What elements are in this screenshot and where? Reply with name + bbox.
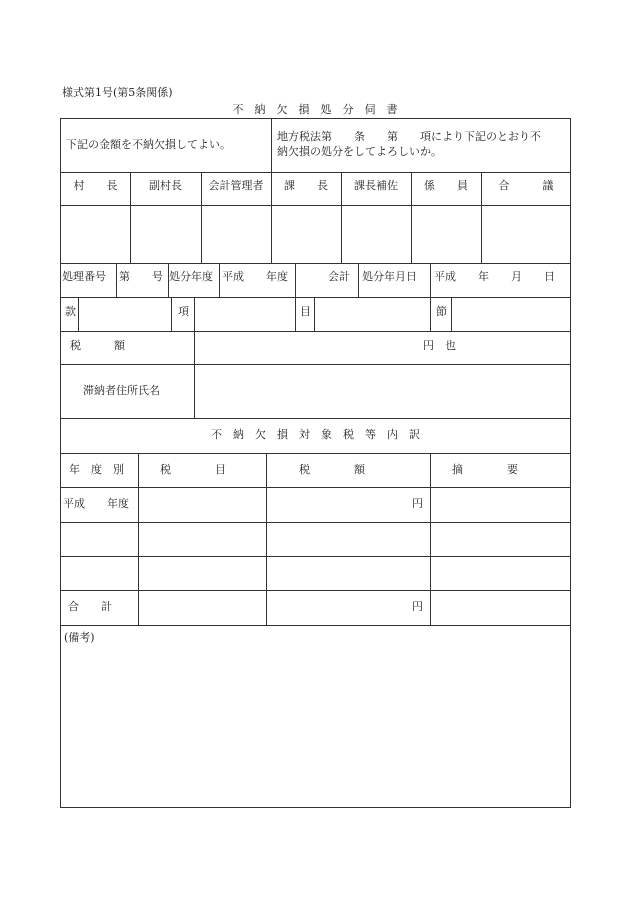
approver-deputy-head: 副村長 (149, 179, 182, 192)
form-title: 不 納 欠 損 処 分 伺 書 (232, 103, 398, 116)
approver-consultation: 合 議 (498, 179, 554, 192)
processing-year-label: 処分年度 (169, 270, 213, 283)
budget-moku-label: 目 (300, 305, 311, 318)
delinquent-label: 滞納者住所氏名 (83, 384, 160, 397)
breakdown-row1-yen: 円 (412, 497, 423, 510)
breakdown-header-item: 税 目 (160, 463, 226, 476)
processing-date-label: 処分年月日 (362, 270, 417, 283)
intro-right-line2: 納欠損の処分をしてよろしいか。 (277, 145, 442, 158)
breakdown-total-yen: 円 (412, 600, 423, 613)
breakdown-header-remarks: 摘 要 (452, 463, 518, 476)
breakdown-header-amount: 税 額 (299, 463, 365, 476)
tax-amount-unit: 円 也 (423, 339, 456, 352)
budget-kou-label: 項 (178, 305, 189, 318)
breakdown-row1-year: 平成 年度 (63, 497, 129, 510)
approver-village-head: 村 長 (73, 179, 118, 192)
intro-left-text: 下記の金額を不納欠損してよい。 (66, 138, 231, 151)
budget-kan-label: 款 (65, 305, 76, 318)
budget-setsu-label: 節 (436, 305, 447, 318)
remarks-label: (備考) (64, 631, 95, 644)
approver-assistant-chief: 課長補佐 (354, 179, 398, 192)
approver-section-chief: 課 長 (284, 179, 328, 192)
tax-amount-label: 税 額 (70, 339, 125, 352)
approver-accounting-manager: 会計管理者 (208, 179, 264, 192)
processing-number-label: 処理番号 (62, 270, 106, 283)
processing-account: 会計 (328, 270, 350, 283)
processing-number-value: 第 号 (119, 270, 163, 283)
processing-year-value: 平成 年度 (222, 270, 288, 283)
form-number: 様式第1号(第5条関係) (62, 86, 173, 99)
processing-date-value: 平成 年 月 日 (434, 270, 555, 283)
breakdown-total-label: 合 計 (68, 600, 112, 613)
breakdown-header-year: 年 度 別 (69, 463, 124, 476)
approver-staff: 係 員 (424, 179, 468, 192)
breakdown-title: 不 納 欠 損 対 象 税 等 内 訳 (211, 428, 420, 441)
intro-right-line1: 地方税法第 条 第 項により下記のとおり不 (277, 130, 541, 143)
